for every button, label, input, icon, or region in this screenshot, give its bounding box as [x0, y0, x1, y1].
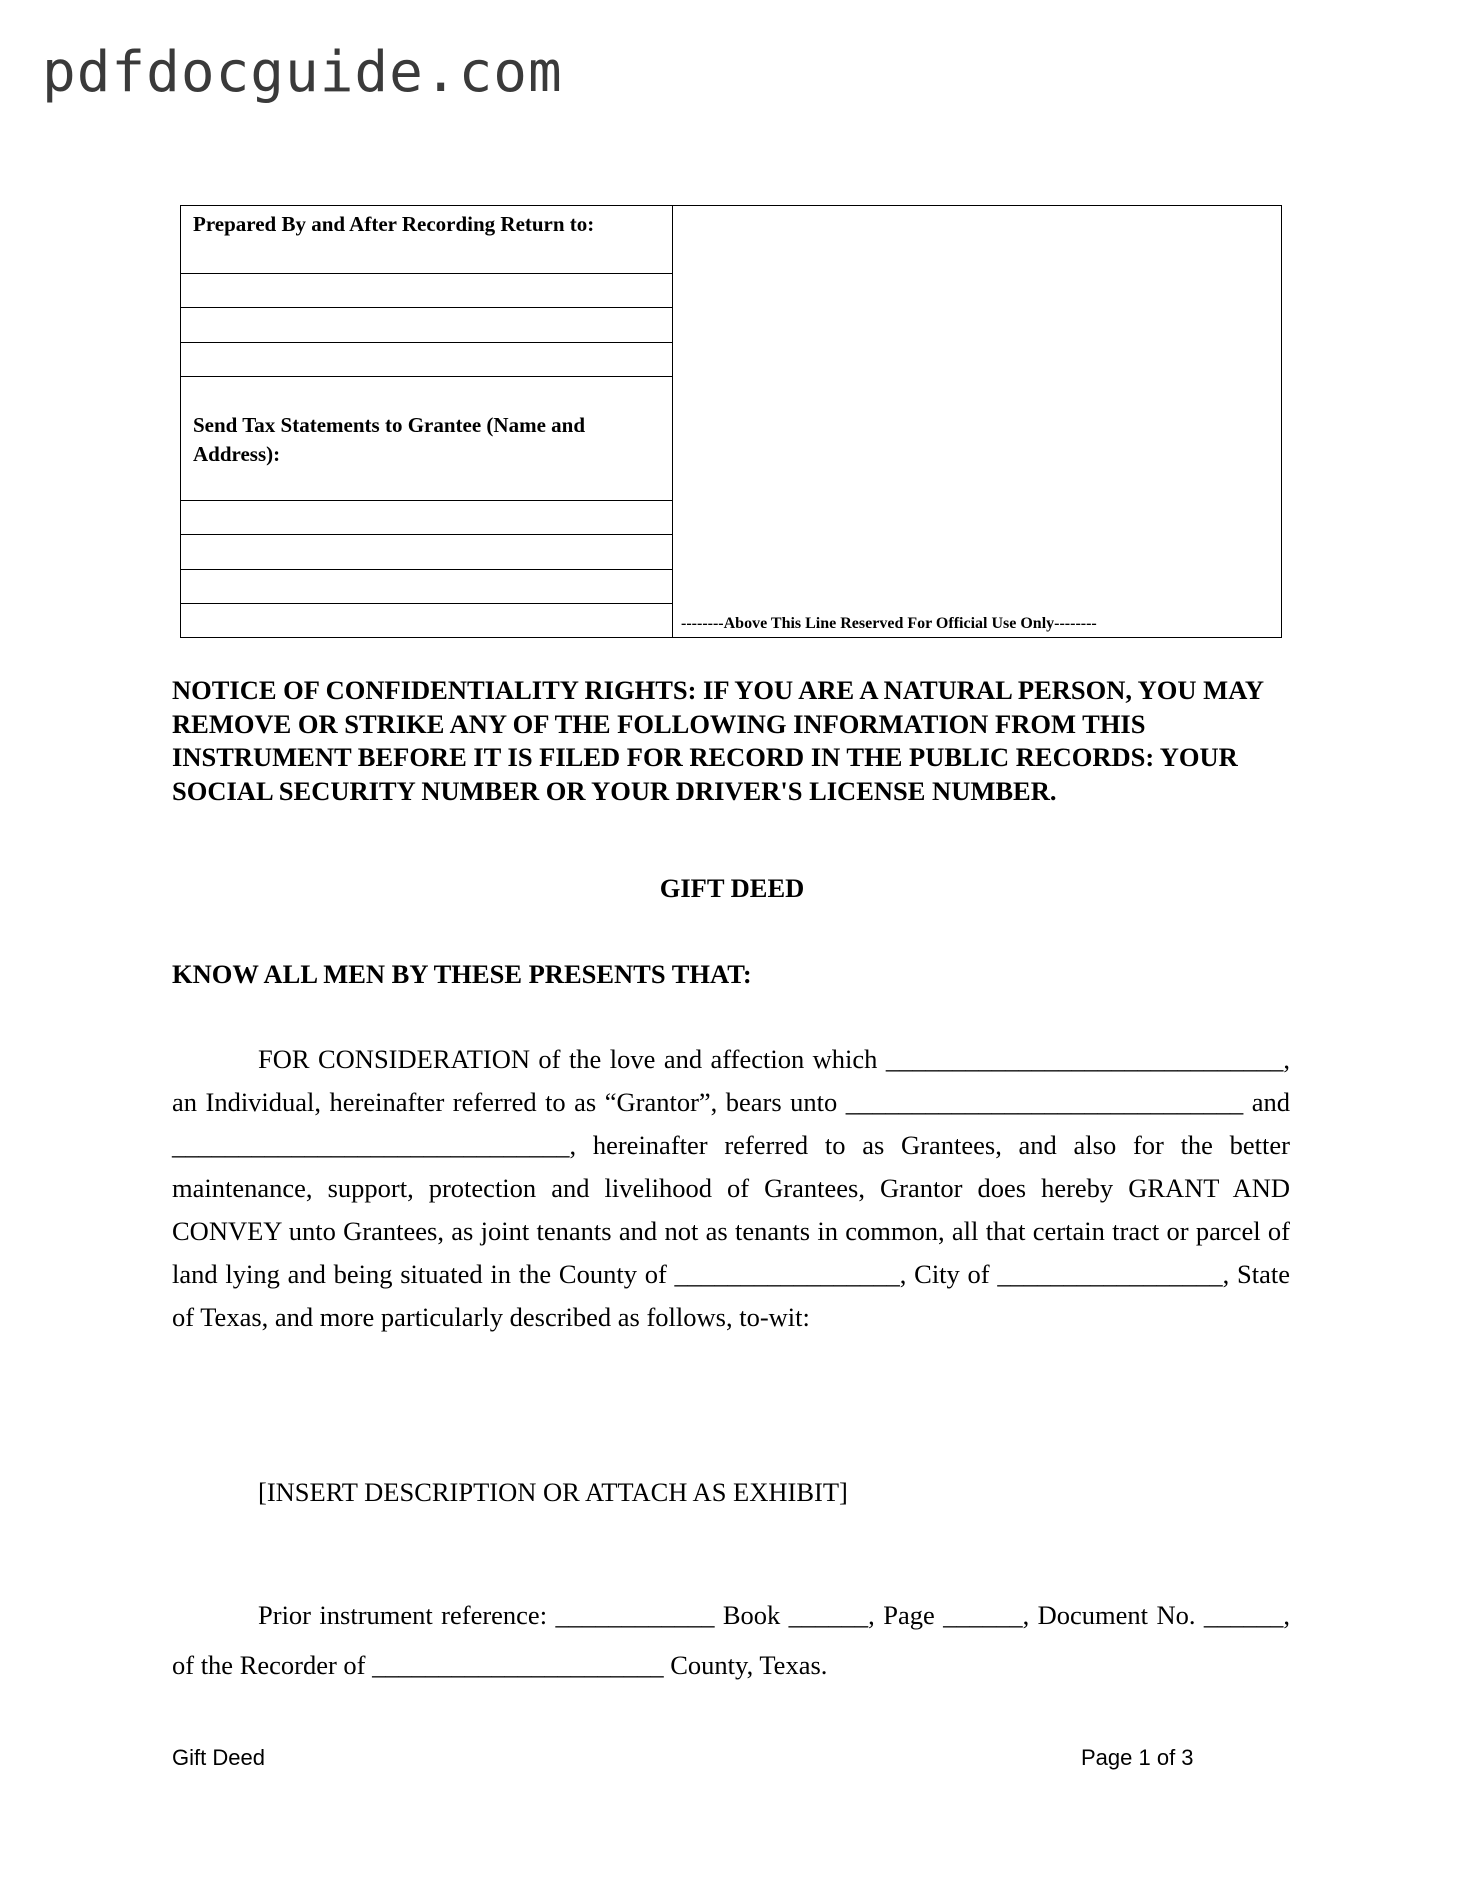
grantee-address-line-2[interactable]: [181, 535, 672, 570]
return-address-line-2[interactable]: [181, 308, 672, 343]
recording-box: [180, 205, 1282, 638]
tax-statements-label: Send Tax Statements to Grantee (Name and Address):: [193, 413, 585, 466]
grantee-address-line-4[interactable]: [181, 604, 672, 637]
grantee-address-line-1[interactable]: [181, 501, 672, 535]
tax-statements-cell: [181, 377, 672, 501]
recording-info-column: [181, 206, 673, 637]
return-address-line-1[interactable]: [181, 274, 672, 308]
prepared-by-cell: [181, 206, 672, 274]
document-title: GIFT DEED: [659, 873, 805, 903]
return-address-line-3[interactable]: [181, 343, 672, 377]
grantee-address-line-3[interactable]: [181, 570, 672, 604]
prior-instrument-text: Prior instrument reference: ____________ Book ______, Page ______, Document No. ______, of the Recorder of ______________________ County, Texas.: [172, 1600, 1290, 1680]
know-all-men-heading: KNOW ALL MEN BY THESE PRESENTS THAT:: [172, 959, 752, 989]
official-use-note: --------Above This Line Reserved For Official Use Only--------: [681, 615, 1097, 632]
consideration-text: FOR CONSIDERATION of the love and affection which ______________________________, an Individual, hereinafter referred to as “Grantor”, bears unto ______________________________ and ______________________________, hereinafter referred to as Grantees, and also for the better maintenance, support, protection and livelihood of Grantees, Grantor does hereby GRANT AND CONVEY unto Grantees, as joint tenants and not as tenants in common, all that certain tract or parcel of land lying and being situated in the County of _________________, City of _________________, State of Texas, and more particularly described as follows, to-wit:: [172, 1044, 1290, 1332]
footer-document-name: Gift Deed: [172, 1745, 265, 1770]
prepared-by-label: Prepared By and After Recording Return to:: [193, 212, 595, 236]
footer-page-number: Page 1 of 3: [1081, 1745, 1194, 1770]
insert-description-placeholder: [INSERT DESCRIPTION OR ATTACH AS EXHIBIT]: [258, 1477, 848, 1507]
confidentiality-notice: NOTICE OF CONFIDENTIALITY RIGHTS: IF YOU ARE A NATURAL PERSON, YOU MAY REMOVE OR STRIKE ANY OF THE FOLLOWING INFORMATION FROM THIS INSTRUMENT BEFORE IT IS FILED FOR RECORD IN THE PUBLIC RECORDS: YOUR SOCIAL SECURITY NUMBER OR YOUR DRIVER'S LICENSE NUMBER.: [172, 675, 1264, 806]
consideration-paragraph: [172, 1038, 1290, 1339]
watermark: pdfdocguide.com: [42, 40, 563, 105]
prior-instrument-paragraph: [172, 1590, 1290, 1690]
